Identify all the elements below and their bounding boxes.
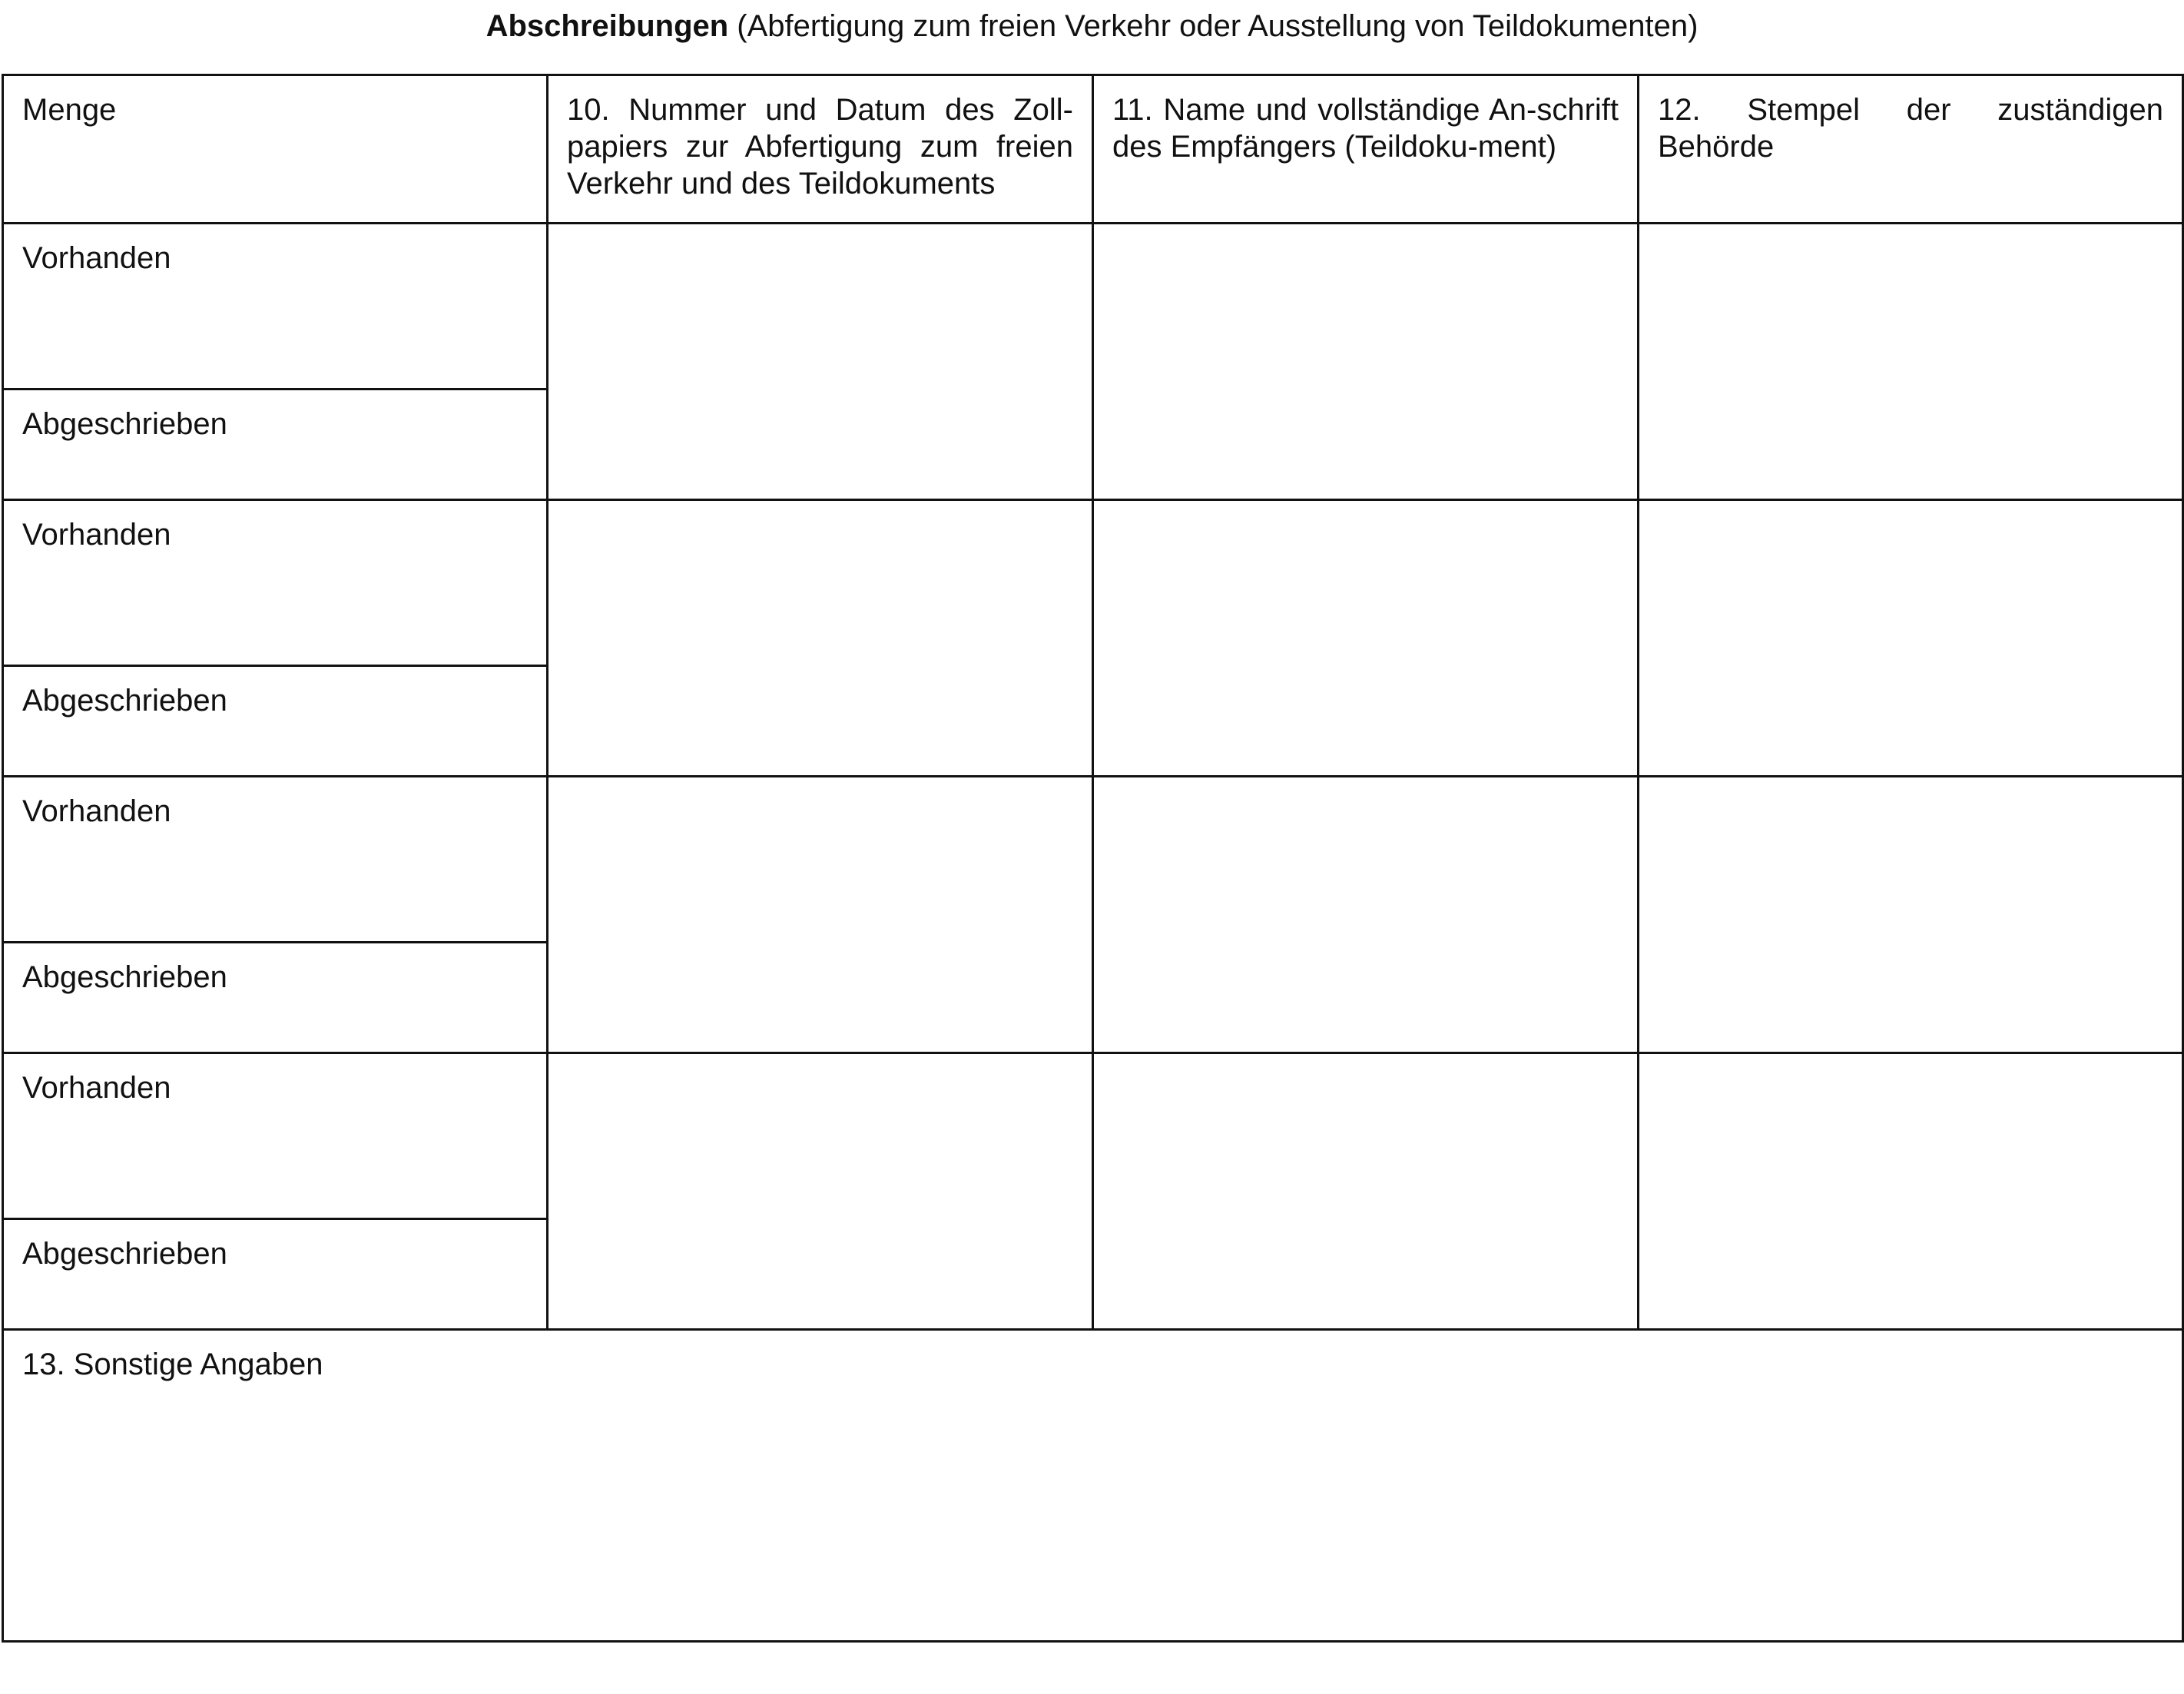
cell-stempel-entry[interactable] bbox=[1639, 1053, 2183, 1330]
header-row bbox=[3, 75, 2183, 224]
abschreibungen-table bbox=[2, 74, 2184, 1643]
header-zollpapier: 10. Nummer und Datum des Zoll-papiers zur Abfertigung zum freien Verkehr und des Teildokuments bbox=[548, 75, 1093, 224]
cell-empfaenger-entry[interactable] bbox=[1093, 500, 1639, 777]
table-row bbox=[3, 1053, 2183, 1219]
cell-vorhanden: Vorhanden bbox=[3, 500, 548, 666]
cell-vorhanden: Vorhanden bbox=[3, 224, 548, 390]
cell-vorhanden: Vorhanden bbox=[3, 777, 548, 943]
form-title-bold: Abschreibungen bbox=[486, 9, 729, 43]
footer-row bbox=[3, 1330, 2183, 1642]
cell-abgeschrieben: Abgeschrieben bbox=[3, 666, 548, 777]
cell-abgeschrieben: Abgeschrieben bbox=[3, 1219, 548, 1330]
cell-zollpapier-entry[interactable] bbox=[548, 224, 1093, 500]
cell-zollpapier-entry[interactable] bbox=[548, 500, 1093, 777]
header-menge: Menge bbox=[3, 75, 548, 224]
cell-zollpapier-entry[interactable] bbox=[548, 777, 1093, 1053]
form-title-rest: (Abfertigung zum freien Verkehr oder Ausstellung von Teildokumenten) bbox=[728, 9, 1698, 43]
form-title bbox=[0, 6, 2184, 46]
cell-stempel-entry[interactable] bbox=[1639, 500, 2183, 777]
cell-empfaenger-entry[interactable] bbox=[1093, 224, 1639, 500]
header-empfaenger: 11. Name und vollständige An-schrift des Empfängers (Teildoku-ment) bbox=[1093, 75, 1639, 224]
cell-stempel-entry[interactable] bbox=[1639, 777, 2183, 1053]
cell-abgeschrieben: Abgeschrieben bbox=[3, 943, 548, 1053]
cell-empfaenger-entry[interactable] bbox=[1093, 1053, 1639, 1330]
sonstige-angaben-cell[interactable] bbox=[3, 1330, 2183, 1642]
cell-abgeschrieben: Abgeschrieben bbox=[3, 390, 548, 500]
cell-stempel-entry[interactable] bbox=[1639, 224, 2183, 500]
sonstige-angaben-label: 13. Sonstige Angaben bbox=[22, 1348, 323, 1381]
table-row bbox=[3, 777, 2183, 943]
table-row bbox=[3, 224, 2183, 390]
cell-empfaenger-entry[interactable] bbox=[1093, 777, 1639, 1053]
cell-vorhanden: Vorhanden bbox=[3, 1053, 548, 1219]
cell-zollpapier-entry[interactable] bbox=[548, 1053, 1093, 1330]
header-stempel: 12. Stempel der zuständigen Behörde bbox=[1639, 75, 2183, 224]
table-row bbox=[3, 500, 2183, 666]
